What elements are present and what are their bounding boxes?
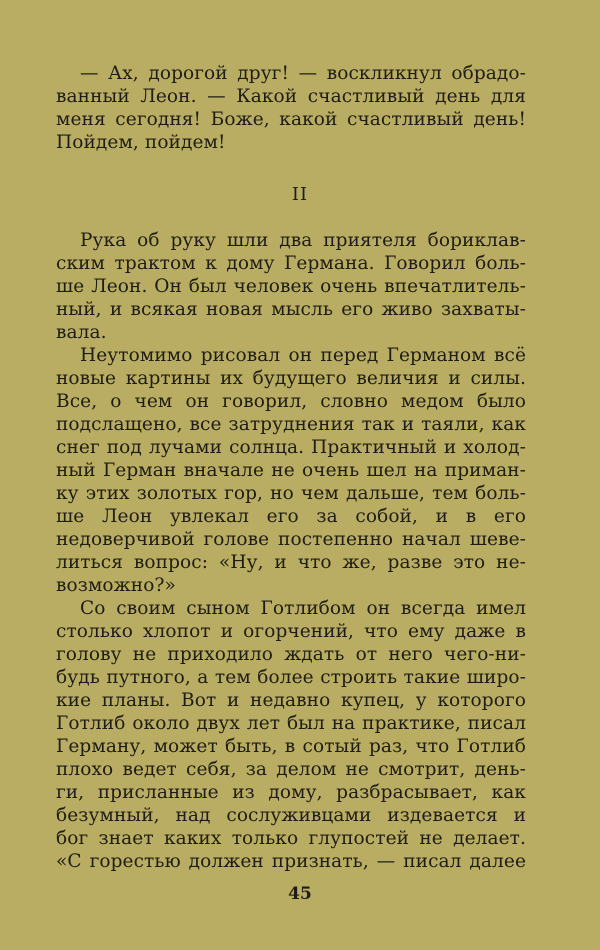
text-line: снег под лучами солнца. Практичный и холод- — [56, 437, 526, 458]
text-line: бог знает каких только глупостей не делает. — [56, 828, 526, 849]
text-line: ку этих золотых гор, но чем дальше, тем боль- — [56, 483, 526, 504]
text-line: Герману, может быть, в сотый раз, что Готлиб — [56, 736, 526, 757]
text-line: меня сегодня! Боже, какой счастливый день! — [56, 109, 526, 130]
section-number: II — [291, 184, 309, 205]
opening-paragraph — [56, 62, 526, 154]
text-line: ше Леон. Он был человек очень впечатлитель- — [56, 276, 526, 297]
page-number: 45 — [288, 884, 312, 904]
text-line: Неутомимо рисовал он перед Германом всё — [80, 345, 526, 366]
text-line: будь путного, а тем более строить такие широ- — [56, 667, 526, 688]
text-line: новые картины их будущего величия и силы. — [56, 368, 526, 389]
text-line: ный, и всякая новая мысль его живо захваты- — [56, 299, 526, 320]
text-line: Готлиб около двух лет был на практике, писал — [56, 713, 526, 734]
text-line: Пойдем, пойдем! — [56, 132, 226, 153]
text-line: литься вопрос: «Ну, и что же, разве это не- — [56, 552, 526, 573]
text-line: Все, о чем он говорил, словно медом было — [56, 391, 526, 412]
text-line: плохо ведет себя, за делом не смотрит, день- — [56, 759, 526, 780]
text-line: подслащено, все затруднения так и таяли, как — [56, 414, 526, 435]
text-line: возможно?» — [56, 575, 176, 596]
text-line: столько хлопот и огорчений, что ему даже в — [56, 621, 526, 642]
text-line: недоверчивой голове постепенно начал шеве- — [56, 529, 526, 550]
text-line: безумный, над сослуживцами издевается и — [56, 805, 526, 826]
text-line: — Ах, дорогой друг! — воскликнул обрадо- — [80, 63, 526, 84]
text-line: Со своим сыном Готлибом он всегда имел — [80, 598, 526, 619]
text-line: ше Леон увлекал его за собой, и в его — [56, 506, 526, 527]
text-line: голову не приходило ждать от него чего-ни- — [56, 644, 526, 665]
text-line: ванный Леон. — Какой счастливый день для — [56, 86, 526, 107]
text-line: «С горестью должен признать, — писал далее — [56, 851, 526, 872]
text-line: Рука об руку шли два приятеля бориклав- — [80, 230, 526, 251]
text-line: ги, присланные из дому, разбрасывает, как — [56, 782, 526, 803]
text-line: ским трактом к дому Германа. Говорил боль- — [56, 253, 526, 274]
text-line: вала. — [56, 322, 107, 343]
text-line: ный Герман вначале не очень шел на примaн- — [56, 460, 526, 481]
text-line: кие планы. Вот и недавно купец, у которого — [56, 690, 526, 711]
body-text — [56, 229, 526, 873]
